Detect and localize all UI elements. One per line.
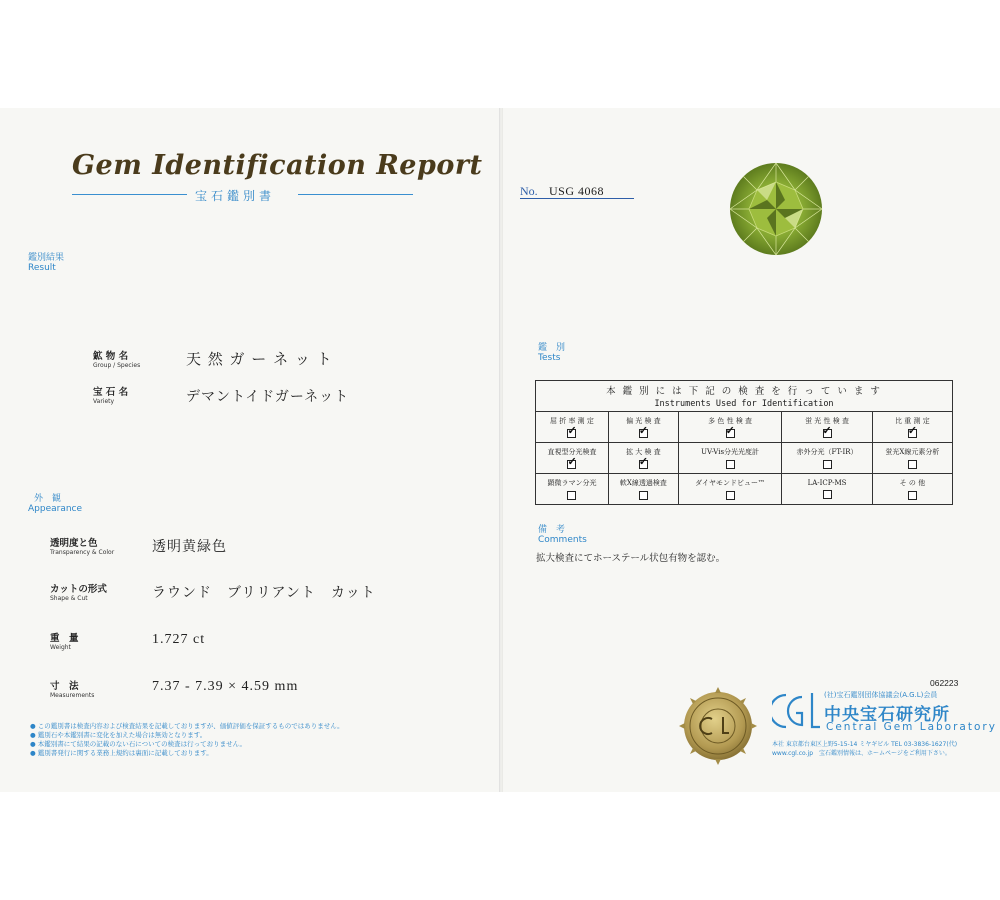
- result-label-en: Result: [28, 263, 56, 273]
- weight-label-en: Weight: [50, 644, 71, 651]
- test-checkbox: [908, 429, 917, 438]
- tests-header-jp: 本 鑑 別 に は 下 記 の 検 査 を 行 っ て い ま す: [606, 386, 882, 397]
- test-label: 蛍光X線元素分析: [885, 448, 940, 456]
- test-cell: [608, 443, 678, 474]
- cut-value: ラウンド ブリリアント カット: [152, 585, 376, 601]
- tests-header-en: Instruments Used for Identification: [654, 399, 834, 409]
- test-cell: [536, 443, 609, 474]
- tests-label-en: Tests: [538, 353, 561, 363]
- cut-label-jp: カットの形式: [50, 584, 107, 595]
- test-cell: [782, 412, 872, 443]
- comments-label-en: Comments: [538, 535, 587, 545]
- variety-value: デマントイドガーネット: [186, 389, 350, 405]
- tests-table-header-row: [536, 381, 953, 412]
- test-checkbox: [823, 460, 832, 469]
- lab-name-en: Central Gem Laboratory: [826, 721, 997, 733]
- test-label: 赤外分光（FT-IR）: [796, 448, 858, 456]
- report-number-value: USG 4068: [549, 184, 605, 198]
- lab-association: (社)宝石鑑別団体協議会(A.G.L)会員: [824, 691, 938, 699]
- test-label: 屈 折 率 測 定: [550, 417, 594, 425]
- result-label-jp: 鑑別結果: [28, 253, 65, 263]
- measurements-value: 7.37 - 7.39 × 4.59 mm: [152, 679, 299, 694]
- measurements-label: [50, 678, 94, 699]
- cut-label: [50, 581, 107, 602]
- test-label: ダイヤモンドビュー™: [695, 479, 766, 487]
- cgl-gold-seal-icon: [679, 687, 757, 765]
- report-subtitle: 宝石鑑別書: [195, 189, 276, 203]
- test-cell: [872, 443, 952, 474]
- test-cell: [782, 474, 872, 505]
- test-checkbox: [567, 491, 576, 500]
- test-cell: [678, 443, 781, 474]
- variety-label-en: Variety: [93, 398, 115, 405]
- appearance-section-label: [28, 494, 82, 514]
- weight-value: 1.727 ct: [152, 632, 206, 647]
- measurements-label-jp: 寸 法: [50, 681, 79, 692]
- weight-label: [50, 630, 79, 651]
- test-checkbox: [908, 491, 917, 500]
- variety-label-jp: 宝 石 名: [93, 387, 129, 398]
- lab-address: 本社 東京都台東区上野5-15-14 ミヤギビル TEL 03-3836-1627(代): [772, 741, 958, 748]
- measurements-label-en: Measurements: [50, 692, 95, 699]
- cgl-logo-icon: [772, 689, 820, 733]
- test-checkbox: [567, 460, 576, 469]
- test-cell: [782, 443, 872, 474]
- lab-address-block: [772, 741, 957, 758]
- weight-label-jp: 重 量: [50, 633, 79, 644]
- appearance-label-en: Appearance: [28, 504, 83, 514]
- note-line: ● この鑑別書は検査内容および検査結果を記載しておりますが、価値評価を保証するものではありません。: [30, 722, 344, 730]
- color-label-en: Transparency & Color: [50, 549, 115, 556]
- note-line: ● 鑑別書発行に関する業務上規約は裏面に記載しております。: [30, 749, 213, 757]
- test-cell: [872, 412, 952, 443]
- report-title: Gem Identification Report: [72, 150, 483, 181]
- report-number-label: No.: [520, 184, 538, 198]
- test-cell: [678, 412, 781, 443]
- variety-label: [93, 384, 128, 405]
- test-label: LA-ICP-MS: [807, 479, 847, 487]
- test-label: 比 重 測 定: [895, 417, 930, 425]
- note-line: ● 本鑑別書にて結果の記載のない石についての検査は行っておりません。: [30, 740, 246, 748]
- test-cell: [608, 412, 678, 443]
- subtitle-line-right: [298, 194, 413, 195]
- lab-website: www.cgl.co.jp 宝石鑑別情報は、ホームページをご利用下さい。: [772, 749, 951, 757]
- appearance-label-jp: 外 観: [34, 494, 62, 504]
- species-label-jp: 鉱 物 名: [93, 351, 129, 362]
- tests-table: [535, 380, 953, 505]
- test-checkbox: [823, 490, 832, 499]
- test-label: 多 色 性 検 査: [708, 417, 753, 425]
- test-label: 軟X線透過検査: [619, 479, 667, 487]
- table-row: [536, 474, 953, 505]
- test-label: 直視型分光検査: [547, 448, 597, 456]
- lab-name-jp: 中央宝石研究所: [824, 705, 950, 725]
- test-label: 偏 光 検 査: [626, 417, 661, 425]
- color-label-jp: 透明度と色: [50, 538, 98, 549]
- round-brilliant-gem-icon: [729, 162, 823, 256]
- test-checkbox: [639, 429, 648, 438]
- test-cell: [536, 412, 609, 443]
- test-checkbox: [823, 429, 832, 438]
- test-label: 蛍 光 性 検 査: [805, 417, 849, 425]
- document-code: 062223: [930, 678, 959, 688]
- test-checkbox: [639, 491, 648, 500]
- test-checkbox: [726, 429, 735, 438]
- test-checkbox: [726, 460, 735, 469]
- report-number-underline: [520, 198, 634, 199]
- color-value: 透明黄緑色: [152, 539, 227, 555]
- test-label: 顕微ラマン分光: [547, 479, 597, 487]
- comment-text: 拡大検査にてホーステール状包有物を認む。: [536, 553, 726, 564]
- species-label-en: Group / Species: [93, 362, 141, 369]
- tests-label-jp: 鑑 別: [538, 343, 566, 353]
- species-value: 天 然 ガ ー ネ ッ ト: [186, 350, 333, 368]
- color-label: [50, 535, 114, 556]
- test-label: UV-Vis分光光度計: [701, 448, 760, 456]
- test-checkbox: [726, 491, 735, 500]
- cut-label-en: Shape & Cut: [50, 595, 88, 602]
- test-checkbox: [639, 460, 648, 469]
- table-row: [536, 412, 953, 443]
- species-label: [93, 348, 140, 369]
- test-checkbox: [908, 460, 917, 469]
- comments-label-jp: 備 考: [538, 525, 566, 535]
- subtitle-line-left: [72, 194, 187, 195]
- test-checkbox: [567, 429, 576, 438]
- test-label: そ の 他: [899, 479, 926, 487]
- note-line: ● 鑑別石や本鑑別書に変化を加えた場合は無効となります。: [30, 731, 207, 739]
- tests-section-label: [538, 343, 565, 363]
- test-label: 拡 大 検 査: [626, 448, 661, 456]
- result-section-label: [28, 253, 64, 273]
- test-cell: [536, 474, 609, 505]
- table-row: [536, 443, 953, 474]
- test-cell: [872, 474, 952, 505]
- comments-section-label: [538, 525, 587, 545]
- test-cell: [678, 474, 781, 505]
- test-cell: [608, 474, 678, 505]
- disclaimer-notes: [30, 722, 344, 758]
- tests-table-header: [536, 381, 953, 412]
